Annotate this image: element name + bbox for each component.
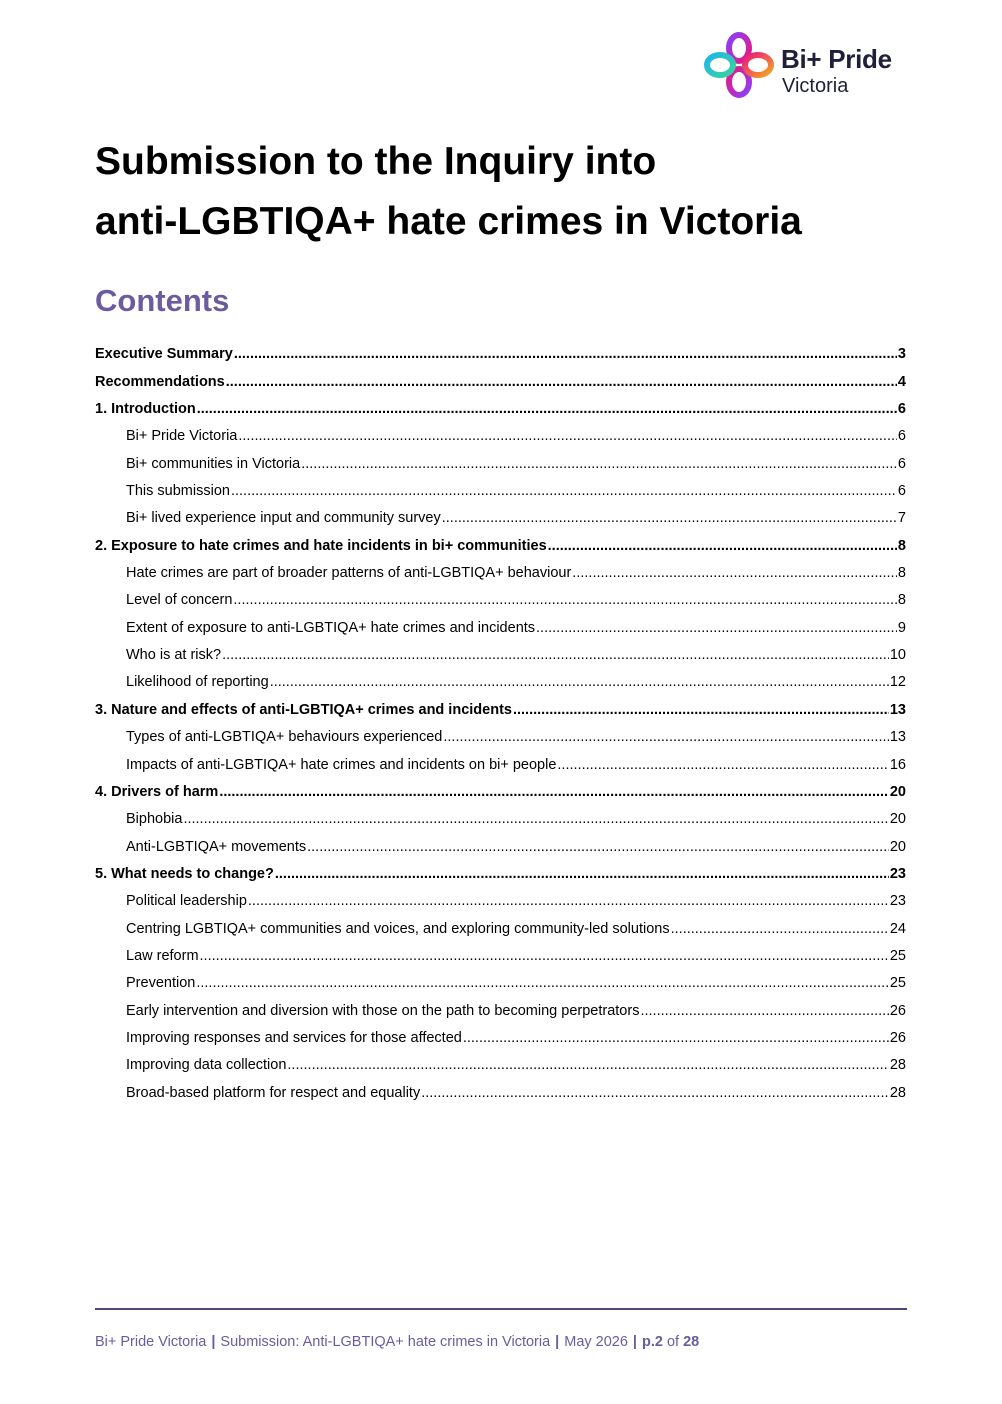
toc-entry-title: Bi+ Pride Victoria xyxy=(126,428,238,445)
toc-subsection-entry[interactable] xyxy=(95,418,906,445)
toc-subsection-entry[interactable] xyxy=(95,609,906,636)
toc-entry-title: Law reform xyxy=(126,947,199,964)
toc-dot-leader xyxy=(238,427,897,445)
toc-entry-title: Recommendations xyxy=(95,373,225,390)
toc-dot-leader xyxy=(233,591,897,609)
toc-entry-title: 5. What needs to change? xyxy=(95,865,274,882)
logo-subtitle: Victoria xyxy=(782,75,849,97)
toc-page-number: 10 xyxy=(889,647,906,664)
toc-page-number: 7 xyxy=(897,510,906,527)
footer-separator: | xyxy=(211,1334,216,1350)
toc-dot-leader xyxy=(421,1084,889,1102)
toc-subsection-entry[interactable] xyxy=(95,719,906,746)
toc-entry-title: This submission xyxy=(126,483,230,500)
toc-page-number: 6 xyxy=(897,401,906,418)
toc-entry-title: Improving responses and services for those affected xyxy=(126,1029,462,1046)
toc-dot-leader xyxy=(301,455,897,473)
toc-page-number: 26 xyxy=(889,1002,906,1019)
toc-subsection-entry[interactable] xyxy=(95,500,906,527)
toc-entry-title: 3. Nature and effects of anti-LGBTIQA+ crimes and incidents xyxy=(95,701,512,718)
footer-document-name: Submission: Anti-LGBTIQA+ hate crimes in Victoria xyxy=(220,1334,551,1350)
toc-dot-leader xyxy=(183,810,888,828)
footer-org: Bi+ Pride Victoria xyxy=(95,1334,207,1350)
toc-entry-title: Extent of exposure to anti-LGBTIQA+ hate crimes and incidents xyxy=(126,619,536,636)
toc-subsection-entry[interactable] xyxy=(95,473,906,500)
toc-subsection-entry[interactable] xyxy=(95,910,906,937)
toc-page-number: 28 xyxy=(889,1057,906,1074)
footer-page-of: of xyxy=(666,1334,680,1350)
logo-mark-icon xyxy=(703,32,777,98)
toc-page-number: 9 xyxy=(897,619,906,636)
toc-page-number: 6 xyxy=(897,455,906,472)
toc-entry-title: Biphobia xyxy=(126,811,183,828)
toc-page-number: 23 xyxy=(889,893,906,910)
toc-entry-title: Types of anti-LGBTIQA+ behaviours experienced xyxy=(126,729,443,746)
toc-section-entry[interactable] xyxy=(95,527,906,554)
toc-dot-leader xyxy=(557,756,888,774)
toc-section-entry[interactable] xyxy=(95,856,906,883)
toc-dot-leader xyxy=(442,509,897,527)
toc-subsection-entry[interactable] xyxy=(95,746,906,773)
toc-subsection-entry[interactable] xyxy=(95,801,906,828)
toc-dot-leader xyxy=(640,1002,888,1020)
toc-section-entry[interactable] xyxy=(95,391,906,418)
toc-dot-leader xyxy=(222,646,889,664)
footer-divider xyxy=(95,1308,907,1310)
toc-page-number: 8 xyxy=(897,592,906,609)
toc-subsection-entry[interactable] xyxy=(95,1047,906,1074)
toc-subsection-entry[interactable] xyxy=(95,1074,906,1101)
toc-entry-title: Political leadership xyxy=(126,893,247,910)
toc-page-number: 3 xyxy=(897,346,906,363)
toc-page-number: 13 xyxy=(889,729,906,746)
toc-subsection-entry[interactable] xyxy=(95,637,906,664)
toc-dot-leader xyxy=(231,482,897,500)
toc-dot-leader xyxy=(200,947,889,965)
toc-entry-title: 4. Drivers of harm xyxy=(95,783,219,800)
footer-page-total: 28 xyxy=(683,1334,700,1350)
footer-date: May 2026 xyxy=(564,1334,628,1350)
footer-separator: | xyxy=(555,1334,560,1350)
toc-dot-leader xyxy=(197,400,897,418)
toc-entry-title: 1. Introduction xyxy=(95,401,196,418)
document-title-line-1: Submission to the Inquiry into xyxy=(95,140,657,183)
toc-page-number: 25 xyxy=(889,975,906,992)
toc-subsection-entry[interactable] xyxy=(95,883,906,910)
toc-page-number: 4 xyxy=(897,373,906,390)
toc-entry-title: Bi+ lived experience input and community survey xyxy=(126,510,441,527)
contents-heading: Contents xyxy=(95,283,230,318)
toc-dot-leader xyxy=(443,728,889,746)
document-title-line-2: anti-LGBTIQA+ hate crimes in Victoria xyxy=(95,200,802,243)
page-footer xyxy=(95,1334,699,1350)
footer-separator: | xyxy=(632,1334,637,1350)
toc-page-number: 28 xyxy=(889,1084,906,1101)
toc-entry-title: Impacts of anti-LGBTIQA+ hate crimes and incidents on bi+ people xyxy=(126,756,557,773)
toc-page-number: 20 xyxy=(889,811,906,828)
table-of-contents xyxy=(95,336,906,1102)
toc-entry-title: Broad-based platform for respect and equality xyxy=(126,1084,421,1101)
toc-subsection-entry[interactable] xyxy=(95,582,906,609)
toc-subsection-entry[interactable] xyxy=(95,1020,906,1047)
toc-dot-leader xyxy=(671,920,889,938)
footer-page-prefix: p. xyxy=(641,1334,655,1350)
toc-subsection-entry[interactable] xyxy=(95,664,906,691)
toc-subsection-entry[interactable] xyxy=(95,938,906,965)
toc-page-number: 26 xyxy=(889,1029,906,1046)
toc-entry-title: Likelihood of reporting xyxy=(126,674,269,691)
toc-page-number: 25 xyxy=(889,947,906,964)
footer-page-current: 2 xyxy=(654,1334,663,1350)
toc-entry-title: Bi+ communities in Victoria xyxy=(126,455,301,472)
toc-entry-title: Anti-LGBTIQA+ movements xyxy=(126,838,307,855)
toc-entry-title: Executive Summary xyxy=(95,346,233,363)
toc-entry-title: 2. Exposure to hate crimes and hate incidents in bi+ communities xyxy=(95,537,547,554)
toc-dot-leader xyxy=(287,1056,888,1074)
toc-dot-leader xyxy=(513,701,889,719)
toc-subsection-entry[interactable] xyxy=(95,992,906,1019)
toc-section-entry[interactable] xyxy=(95,774,906,801)
toc-section-entry[interactable] xyxy=(95,363,906,390)
toc-page-number: 20 xyxy=(889,783,906,800)
toc-section-entry[interactable] xyxy=(95,336,906,363)
toc-dot-leader xyxy=(219,783,889,801)
toc-entry-title: Improving data collection xyxy=(126,1057,287,1074)
toc-dot-leader xyxy=(248,892,889,910)
document-title xyxy=(95,132,915,252)
toc-page-number: 6 xyxy=(897,428,906,445)
toc-entry-title: Centring LGBTIQA+ communities and voices, and exploring community-led solutions xyxy=(126,920,670,937)
toc-page-number: 8 xyxy=(897,537,906,554)
toc-dot-leader xyxy=(548,537,897,555)
toc-page-number: 16 xyxy=(889,756,906,773)
toc-dot-leader xyxy=(307,838,889,856)
toc-entry-title: Hate crimes are part of broader patterns of anti-LGBTIQA+ behaviour xyxy=(126,565,572,582)
toc-dot-leader xyxy=(536,619,897,637)
bi-pride-victoria-logo xyxy=(703,32,913,100)
toc-page-number: 12 xyxy=(889,674,906,691)
toc-page-number: 13 xyxy=(889,701,906,718)
toc-page-number: 6 xyxy=(897,483,906,500)
toc-page-number: 20 xyxy=(889,838,906,855)
toc-dot-leader xyxy=(196,974,889,992)
toc-subsection-entry[interactable] xyxy=(95,965,906,992)
toc-entry-title: Early intervention and diversion with those on the path to becoming perpetrators xyxy=(126,1002,640,1019)
toc-dot-leader xyxy=(234,345,897,363)
toc-page-number: 8 xyxy=(897,565,906,582)
toc-subsection-entry[interactable] xyxy=(95,555,906,582)
toc-dot-leader xyxy=(572,564,897,582)
toc-dot-leader xyxy=(275,865,889,883)
logo-name: Bi+ Pride xyxy=(781,44,892,74)
toc-entry-title: Level of concern xyxy=(126,592,233,609)
toc-subsection-entry[interactable] xyxy=(95,445,906,472)
toc-page-number: 24 xyxy=(889,920,906,937)
toc-dot-leader xyxy=(463,1029,889,1047)
toc-entry-title: Prevention xyxy=(126,975,196,992)
toc-page-number: 23 xyxy=(889,865,906,882)
toc-dot-leader xyxy=(270,673,889,691)
toc-subsection-entry[interactable] xyxy=(95,828,906,855)
toc-section-entry[interactable] xyxy=(95,691,906,718)
toc-dot-leader xyxy=(226,373,897,391)
toc-entry-title: Who is at risk? xyxy=(126,647,222,664)
